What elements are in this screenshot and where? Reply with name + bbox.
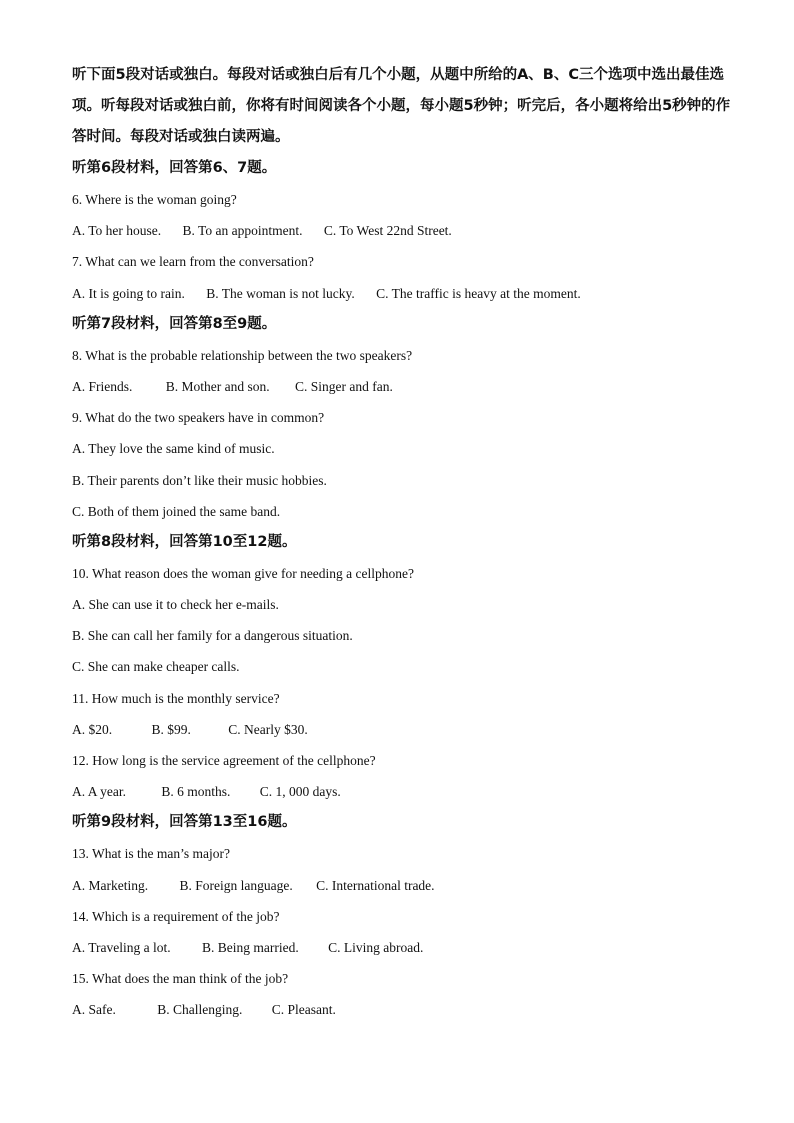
question-options — [72, 278, 732, 309]
option-a: A. A year. — [72, 784, 126, 800]
question-9 — [72, 402, 732, 527]
question-8 — [72, 340, 732, 402]
question-stem: 10. What reason does the woman give for needing a cellphone? — [72, 565, 415, 581]
question-stem: 7. What can we learn from the conversation? — [72, 254, 314, 270]
question-14 — [72, 901, 732, 963]
question-stem: 6. Where is the woman going? — [72, 192, 237, 207]
option-a: A. Traveling a lot. — [72, 939, 171, 955]
question-options — [72, 215, 732, 246]
option-b: B. Their parents don’t like their music hobbies. — [72, 472, 327, 488]
option-a: A. To her house. — [72, 223, 162, 239]
question-options — [72, 776, 732, 807]
option-a: A. Safe. — [72, 1002, 116, 1018]
question-15 — [72, 963, 732, 1025]
option-c: C. 1, 000 days. — [259, 784, 341, 800]
option-b: B. Challenging. — [157, 1002, 243, 1018]
section-instructions: 听下面5段对话或独白。每段对话或独白后有几个小题，从题中所给的A、B、C三个选项中选出最佳选项。听每段对话或独白前，你将有时间阅读各个小题，每小题5秒钟；听完后，各小题将给出5秒钟的作答时间。每段对话或独白读两遍。 — [72, 67, 731, 145]
option-c: C. Singer and fan. — [295, 378, 393, 394]
question-10 — [72, 558, 732, 683]
question-stem: 8. What is the probable relationship between the two speakers? — [72, 347, 413, 363]
option-c: C. Both of them joined the same band. — [72, 503, 281, 519]
question-options — [72, 994, 732, 1025]
option-c: C. International trade. — [316, 877, 435, 893]
question-12 — [72, 745, 732, 807]
question-7 — [72, 246, 732, 308]
question-options — [72, 870, 732, 901]
question-options — [72, 932, 732, 963]
option-c: C. The traffic is heavy at the moment. — [376, 285, 581, 301]
option-c: C. Pleasant. — [271, 1002, 336, 1018]
question-options — [72, 714, 732, 745]
option-a: A. It is going to rain. — [72, 285, 185, 301]
section-heading-9: 听第9段材料，回答第13至16题。 — [72, 814, 297, 831]
question-13 — [72, 838, 732, 900]
option-b: B. Foreign language. — [179, 877, 293, 893]
exam-page — [72, 60, 732, 1026]
question-6 — [72, 184, 732, 246]
section-heading-8: 听第8段材料，回答第10至12题。 — [72, 533, 297, 550]
option-a: A. Marketing. — [72, 877, 149, 893]
option-b: B. Mother and son. — [165, 378, 270, 394]
question-11 — [72, 683, 732, 745]
option-b: B. To an appointment. — [182, 223, 303, 239]
question-options — [72, 371, 732, 402]
section-heading-6: 听第6段材料，回答第6、7题。 — [72, 160, 277, 176]
option-b: B. She can call her family for a dangerous situation. — [72, 628, 353, 644]
option-c: C. To West 22nd Street. — [323, 223, 452, 239]
section-heading-7: 听第7段材料，回答第8至9题。 — [72, 315, 277, 332]
question-stem: 15. What does the man think of the job? — [72, 971, 289, 987]
question-stem: 12. How long is the service agreement of the cellphone? — [72, 753, 376, 768]
option-a: A. She can use it to check her e-mails. — [72, 597, 279, 613]
option-c: C. Living abroad. — [328, 939, 424, 955]
option-c: C. She can make cheaper calls. — [72, 659, 240, 675]
question-stem: 13. What is the man’s major? — [72, 846, 230, 862]
question-stem: 14. Which is a requirement of the job? — [72, 908, 280, 924]
option-a: A. $20. — [72, 721, 113, 737]
option-b: B. Being married. — [202, 939, 299, 955]
question-stem: 9. What do the two speakers have in common? — [72, 410, 325, 426]
option-a: A. Friends. — [72, 378, 133, 394]
question-stem: 11. How much is the monthly service? — [72, 690, 280, 706]
option-b: B. The woman is not lucky. — [206, 285, 355, 301]
option-b: B. 6 months. — [161, 784, 231, 800]
option-a: A. They love the same kind of music. — [72, 441, 275, 457]
option-c: C. Nearly $30. — [228, 721, 308, 737]
option-b: B. $99. — [151, 721, 191, 737]
